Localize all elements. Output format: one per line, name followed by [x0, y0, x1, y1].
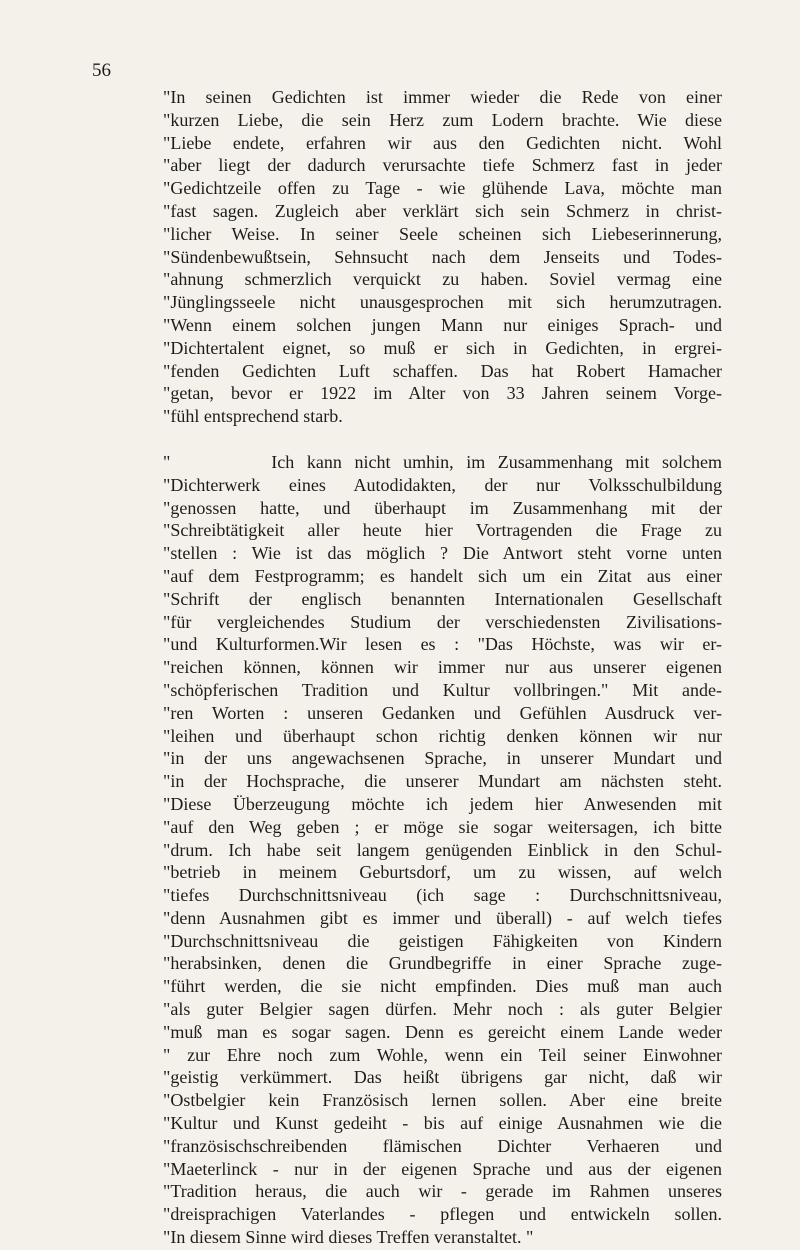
text-line: " zur Ehre noch zum Wohle, wenn ein Teil seiner Einwohner [163, 1044, 722, 1065]
text-line: "auf den Weg geben ; er möge sie sogar weitersagen, ich bitte [163, 816, 722, 837]
text-line: "tiefes Durchschnittsniveau (ich sage : Durchschnittsniveau, [163, 885, 722, 906]
text-line: "Schreibtätigkeit aller heute hier Vortragenden die Frage zu [163, 520, 722, 541]
text-line: "als guter Belgier sagen dürfen. Mehr noch : als guter Belgier [163, 999, 722, 1020]
text-line: "stellen : Wie ist das möglich ? Die Antwort steht vorne unten [163, 543, 722, 564]
text-line: "Durchschnittsniveau die geistigen Fähigkeiten von Kindern [163, 930, 722, 951]
text-line: "Gedichtzeile offen zu Tage - wie glühende Lava, möchte man [163, 178, 722, 199]
text-line: "genossen hatte, und überhaupt im Zusammenhang mit der [163, 497, 722, 518]
text-line: " Ich kann nicht umhin, im Zusammenhang mit solchem [163, 451, 722, 472]
body-text [163, 86, 722, 1249]
page-number: 56 [92, 60, 111, 81]
text-line: "für vergleichendes Studium der verschiedensten Zivilisations- [163, 611, 722, 632]
text-line: "ahnung schmerzlich verquickt zu haben. Soviel vermag eine [163, 269, 722, 290]
text-line: "leihen und überhaupt schon richtig denken können wir nur [163, 725, 722, 746]
text-line: "In diesem Sinne wird dieses Treffen veranstaltet. " [163, 1227, 534, 1248]
text-line: "Sündenbewußtsein, Sehnsucht nach dem Jenseits und Todes- [163, 246, 722, 267]
text-line: "auf dem Festprogramm; es handelt sich um ein Zitat aus einer [163, 565, 722, 586]
text-line: "Schrift der englisch benannten Internationalen Gesellschaft [163, 588, 722, 609]
text-line: "licher Weise. In seiner Seele scheinen sich Liebeserinnerung, [163, 223, 722, 244]
paragraph-2 [163, 451, 722, 1249]
text-line: "Kultur und Kunst gedeiht - bis auf einige Ausnahmen wie die [163, 1113, 722, 1134]
text-line: "in der uns angewachsenen Sprache, in unserer Mundart und [163, 748, 722, 769]
text-line: "aber liegt der dadurch verursachte tiefe Schmerz fast in jeder [163, 155, 722, 176]
text-line: "französischschreibenden flämischen Dichter Verhaeren und [163, 1135, 722, 1156]
text-line: "kurzen Liebe, die sein Herz zum Lodern brachte. Wie diese [163, 109, 722, 130]
text-line: "Maeterlinck - nur in der eigenen Sprache und aus der eigenen [163, 1158, 722, 1179]
text-line: "Jünglingsseele nicht unausgesprochen mit sich herumzutragen. [163, 292, 722, 313]
text-line: "fühl entsprechend starb. [163, 406, 343, 427]
text-line: "ren Worten : unseren Gedanken und Gefühlen Ausdruck ver- [163, 702, 722, 723]
text-line: "und Kulturformen.Wir lesen es : "Das Höchste, was wir er- [163, 634, 722, 655]
text-line: "dreisprachigen Vaterlandes - pflegen und entwickeln sollen. [163, 1204, 722, 1225]
text-line: "drum. Ich habe seit langem genügenden Einblick in den Schul- [163, 839, 722, 860]
text-line: "schöpferischen Tradition und Kultur vollbringen." Mit ande- [163, 679, 722, 700]
text-line: "Dichtertalent eignet, so muß er sich in Gedichten, in ergrei- [163, 337, 722, 358]
paragraph-gap [163, 428, 722, 451]
text-line: "in der Hochsprache, die unserer Mundart am nächsten steht. [163, 771, 722, 792]
paragraph-1 [163, 86, 722, 428]
text-line: "Diese Überzeugung möchte ich jedem hier Anwesenden mit [163, 793, 722, 814]
text-line: "herabsinken, denen die Grundbegriffe in einer Sprache zuge- [163, 953, 722, 974]
text-line: "In seinen Gedichten ist immer wieder die Rede von einer [163, 87, 722, 107]
text-line: "getan, bevor er 1922 im Alter von 33 Jahren seinem Vorge- [163, 383, 722, 404]
text-line: "betrieb in meinem Geburtsdorf, um zu wissen, auf welch [163, 862, 722, 883]
text-line: "führt werden, die sie nicht empfinden. Dies muß man auch [163, 976, 722, 997]
text-line: "denn Ausnahmen gibt es immer und überall) - auf welch tiefes [163, 907, 722, 928]
text-line: "geistig verkümmert. Das heißt übrigens gar nicht, daß wir [163, 1067, 722, 1088]
text-line: "Ostbelgier kein Französisch lernen sollen. Aber eine breite [163, 1090, 722, 1111]
text-line: "Dichterwerk eines Autodidakten, der nur Volksschulbildung [163, 474, 722, 495]
text-line: "fenden Gedichten Luft schaffen. Das hat Robert Hamacher [163, 360, 722, 381]
text-line: "Liebe endete, erfahren wir aus den Gedichten nicht. Wohl [163, 132, 722, 153]
text-line: "Tradition heraus, die auch wir - gerade im Rahmen unseres [163, 1181, 722, 1202]
text-line: "reichen können, können wir immer nur aus unserer eigenen [163, 657, 722, 678]
text-line: "Wenn einem solchen jungen Mann nur einiges Sprach- und [163, 314, 722, 335]
text-line: "muß man es sogar sagen. Denn es gereicht einem Lande weder [163, 1021, 722, 1042]
text-line: "fast sagen. Zugleich aber verklärt sich sein Schmerz in christ- [163, 200, 722, 221]
